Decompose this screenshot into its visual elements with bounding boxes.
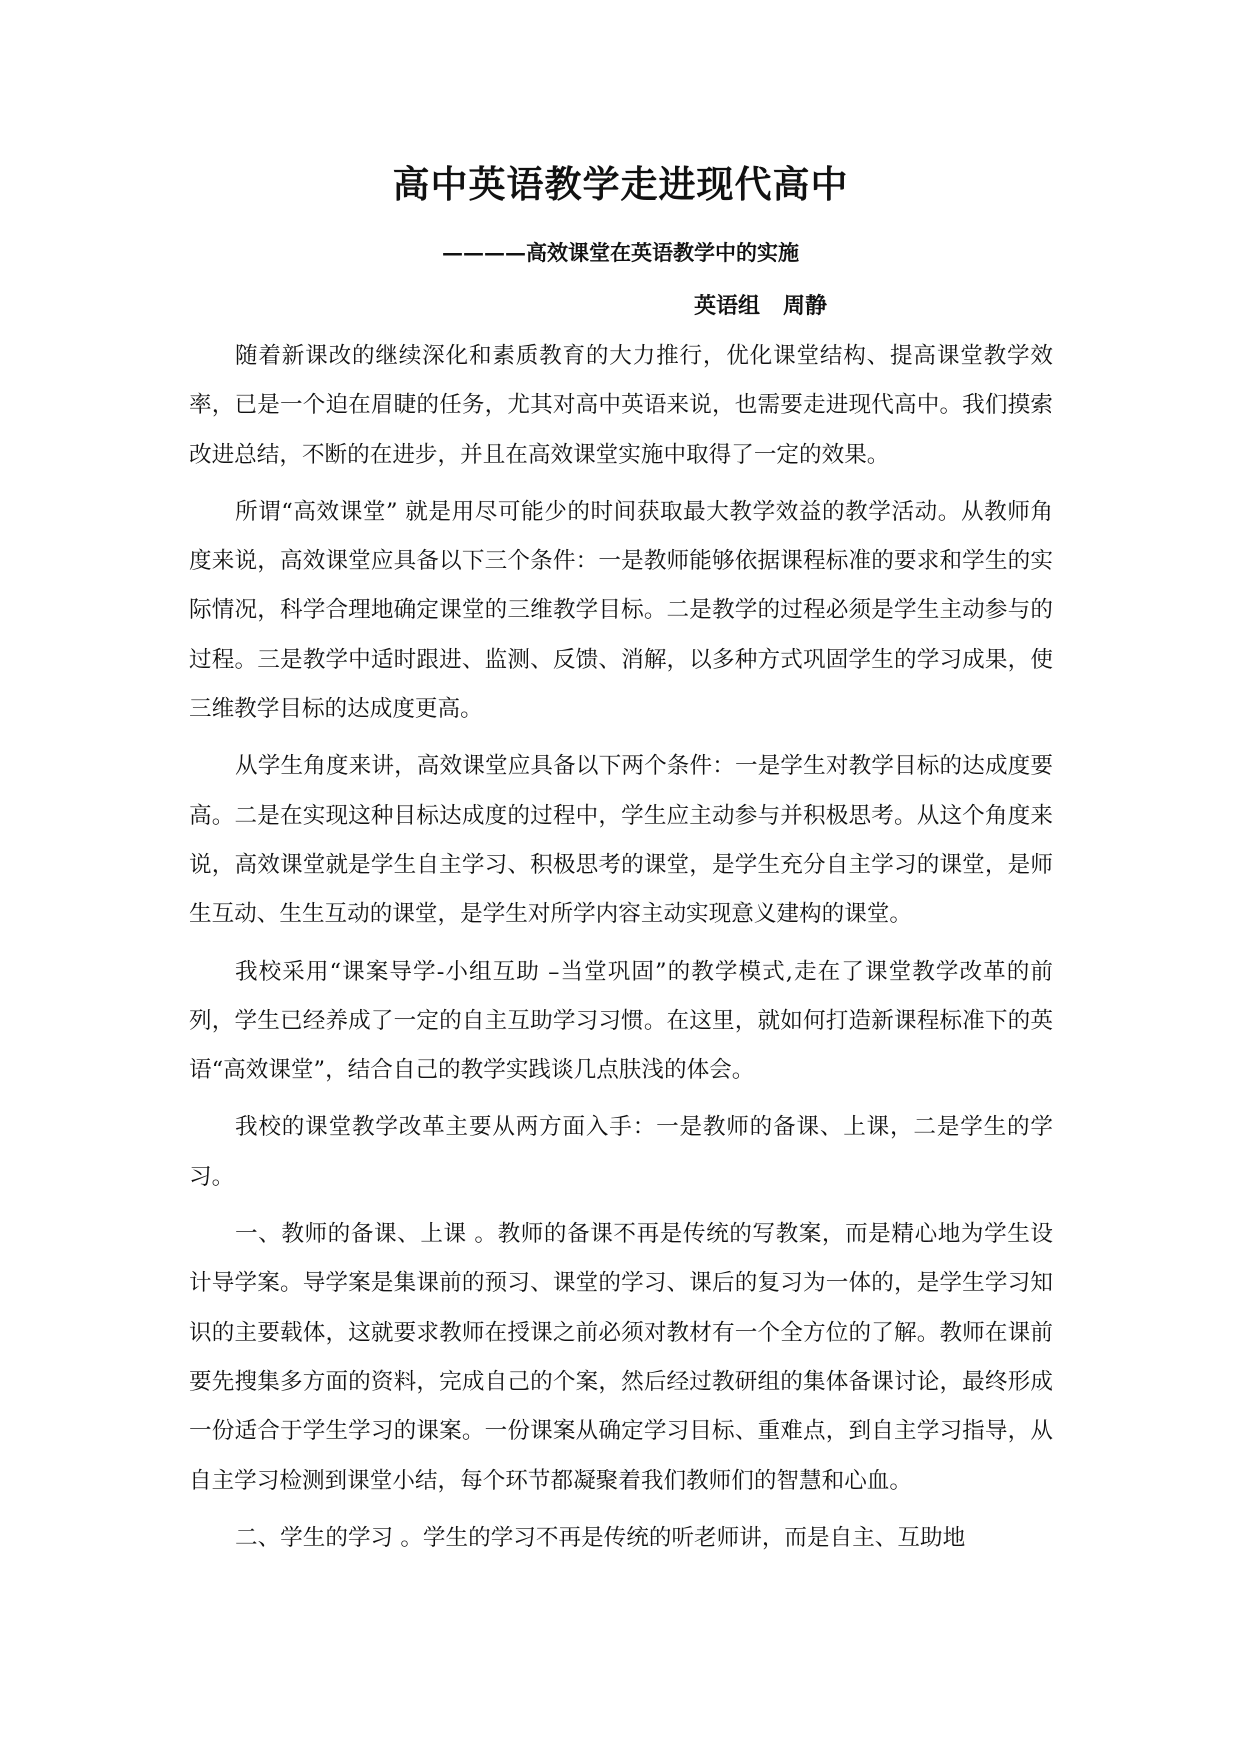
author-line: 英语组 周静 — [694, 293, 827, 319]
paragraph-reform-aspects: 我校的课堂教学改革主要从两方面入手：一是教师的备课、上课，二是学生的学习。 — [189, 1114, 1053, 1190]
paragraph-intro: 随着新课改的继续深化和素质教育的大力推行，优化课堂结构、提高课堂教学效率，已是一个迫在眉睫的任务，尤其对高中英语来说，也需要走进现代高中。我们摸索改进总结，不断的在进步，并且在高效课堂实施中取得了一定的效果。 — [189, 343, 1053, 468]
document-subtitle: ————高效课堂在英语教学中的实施 — [442, 240, 799, 265]
paragraph-section-two: 二、学生的学习 。学生的学习不再是传统的听老师讲，而是自主、互助地 — [235, 1524, 966, 1551]
paragraph-student-perspective: 从学生角度来讲，高效课堂应具备以下两个条件：一是学生对教学目标的达成度要高。二是在实现这种目标达成度的过程中，学生应主动参与并积极思考。从这个角度来说，高效课堂就是学生自主学习、积极思考的课堂，是学生充分自主学习的课堂，是师生互动、生生互动的课堂，是学生对所学内容主动实现意义建构的课堂。 — [189, 753, 1053, 928]
document-body — [189, 332, 1053, 1569]
paragraph-section-one: 一、教师的备课、上课 。教师的备课不再是传统的写教案，而是精心地为学生设计导学案。导学案是集课前的预习、课堂的学习、课后的复习为一体的，是学生学习知识的主要载体，这就要求教师在授课之前必须对教材有一个全方位的了解。教师在课前要先搜集多方面的资料，完成自己的个案，然后经过教研组的集体备课讨论，最终形成一份适合于学生学习的课案。一份课案从确定学习目标、重难点，到自主学习指导，从自主学习检测到课堂小结，每个环节都凝聚着我们教师们的智慧和心血。 — [189, 1221, 1053, 1494]
paragraph-teaching-model: 我校采用“课案导学-小组互助 –当堂巩固”的教学模式,走在了课堂教学改革的前列，学生已经养成了一定的自主互助学习习惯。在这里，就如何打造新课程标准下的英语“高效课堂”，结合自己的教学实践谈几点肤浅的体会。 — [189, 958, 1053, 1084]
paragraph-teacher-perspective: 所谓“高效课堂” 就是用尽可能少的时间获取最大教学效益的教学活动。从教师角度来说，高效课堂应具备以下三个条件：一是教师能够依据课程标准的要求和学生的实际情况，科学合理地确定课堂的三维教学目标。二是教学的过程必须是学生主动参与的过程。三是教学中适时跟进、监测、反馈、消解，以多种方式巩固学生的学习成果，使三维教学目标的达成度更高。 — [189, 498, 1053, 723]
document-title: 高中英语教学走进现代高中 — [392, 162, 849, 206]
